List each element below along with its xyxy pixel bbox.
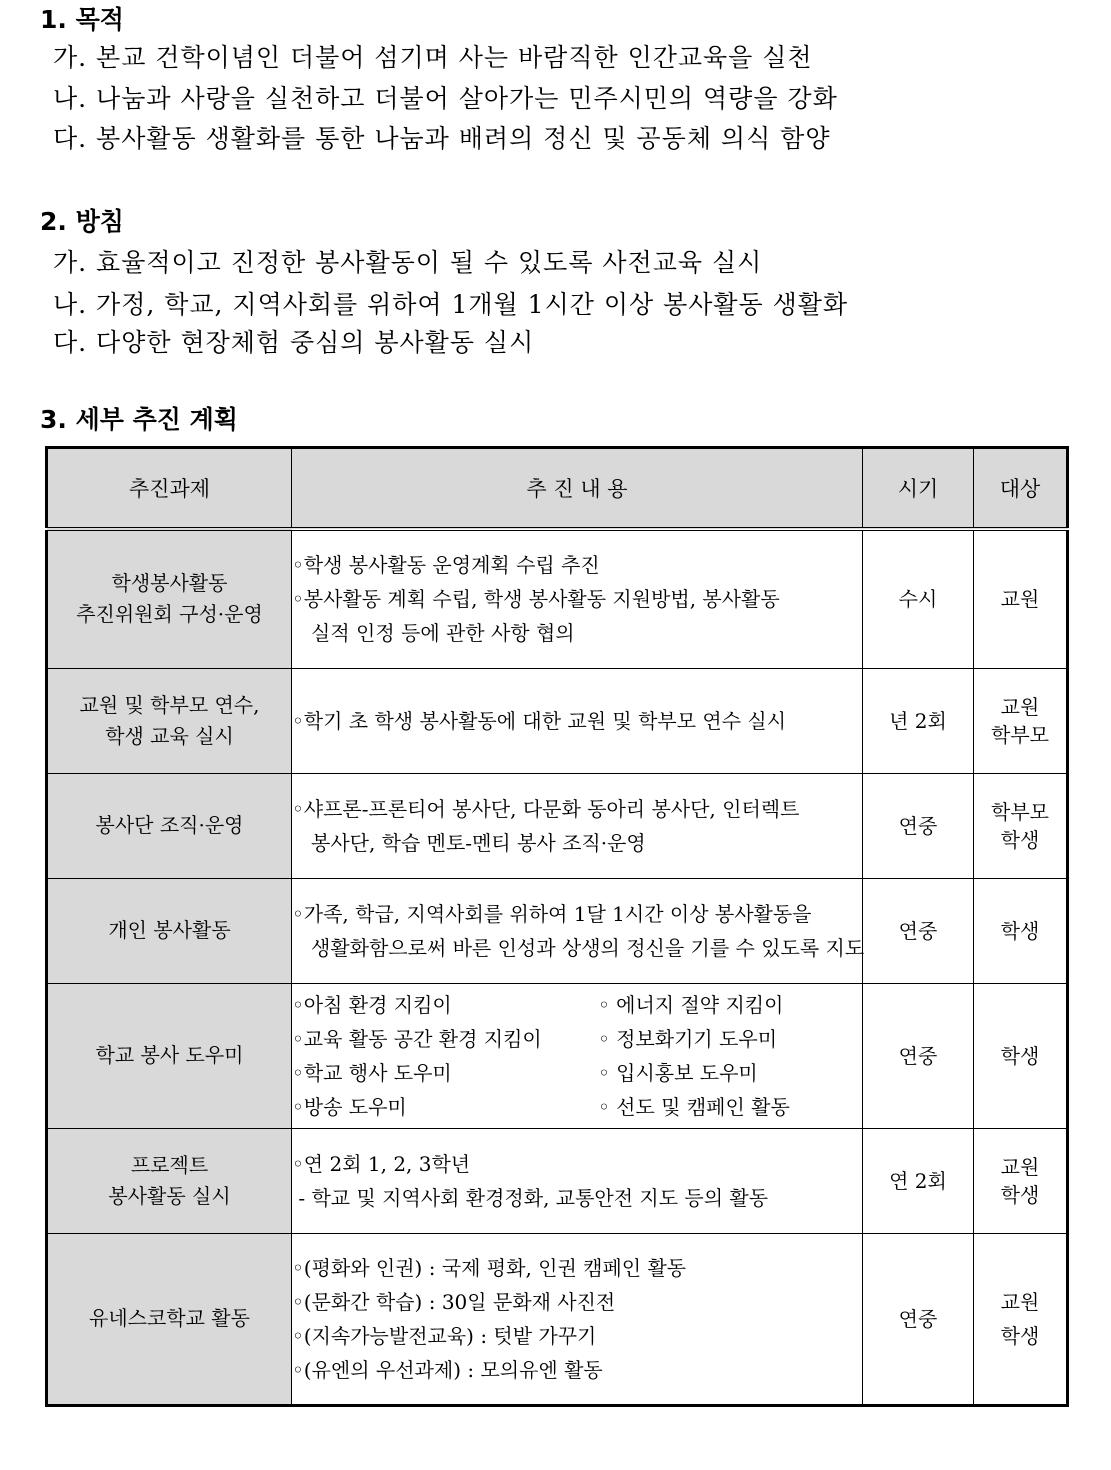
purpose-item-da: 다. 봉사활동 생활화를 통한 나눔과 배려의 정신 및 공동체 의식 함양 bbox=[53, 124, 831, 153]
section-title-policy: 2. 방침 bbox=[40, 207, 124, 236]
target-text: 교원 bbox=[1000, 1289, 1040, 1314]
content-text: ◦방송 도우미 bbox=[292, 1094, 407, 1119]
header-content: 추 진 내 용 bbox=[292, 448, 863, 530]
target-text: 학생 bbox=[1000, 1323, 1040, 1348]
section-title-purpose: 1. 목적 bbox=[40, 5, 124, 34]
timing-cell: 연 2회 bbox=[863, 1128, 974, 1233]
content-text: ◦봉사활동 계획 수립, 학생 봉사활동 지원방법, 봉사활동 bbox=[292, 587, 780, 612]
timing-cell: 연중 bbox=[863, 878, 974, 983]
content-text: ◦(유엔의 우선과제) : 모의유엔 활동 bbox=[292, 1357, 603, 1382]
content-text: ◦(지속가능발전교육) : 텃밭 가꾸기 bbox=[292, 1323, 597, 1348]
content-text: ◦(평화와 인권) : 국제 평화, 인권 캠페인 활동 bbox=[292, 1255, 687, 1280]
content-text: ◦샤프론-프론티어 봉사단, 다문화 동아리 봉사단, 인터렉트 bbox=[292, 796, 800, 821]
task-text: 추진위원회 구성·운영 bbox=[76, 602, 263, 627]
content-cell bbox=[292, 983, 863, 1128]
content-cell bbox=[292, 878, 863, 983]
header-timing: 시기 bbox=[863, 448, 974, 530]
content-text: ◦ 입시홍보 도우미 bbox=[598, 1060, 758, 1085]
table-row bbox=[47, 1128, 1068, 1233]
target-cell bbox=[974, 1128, 1068, 1233]
task-cell bbox=[47, 773, 292, 878]
table-row bbox=[47, 668, 1068, 773]
content-text: 생활화함으로써 바른 인성과 상생의 정신을 기를 수 있도록 지도 bbox=[311, 935, 865, 960]
table-row bbox=[47, 529, 1068, 668]
target-text: 학생 bbox=[1000, 918, 1040, 943]
policy-item-na: 나. 가정, 학교, 지역사회를 위하여 1개월 1시간 이상 봉사활동 생활화 bbox=[53, 290, 849, 319]
policy-item-ga: 가. 효율적이고 진정한 봉사활동이 될 수 있도록 사전교육 실시 bbox=[53, 248, 763, 277]
target-cell bbox=[974, 1233, 1068, 1405]
content-text: ◦교육 활동 공간 환경 지킴이 bbox=[292, 1026, 542, 1051]
task-cell bbox=[47, 668, 292, 773]
content-text: ◦학교 행사 도우미 bbox=[292, 1060, 452, 1085]
content-cell bbox=[292, 773, 863, 878]
timing-cell: 년 2회 bbox=[863, 668, 974, 773]
content-cell bbox=[292, 1128, 863, 1233]
content-text: 봉사단, 학습 멘토-멘티 봉사 조직·운영 bbox=[311, 830, 646, 855]
target-cell bbox=[974, 878, 1068, 983]
table-row bbox=[47, 773, 1068, 878]
purpose-item-ga: 가. 본교 건학이념인 더불어 섬기며 사는 바람직한 인간교육을 실천 bbox=[53, 43, 813, 72]
helper-list bbox=[292, 988, 862, 1124]
target-text: 학부모 bbox=[991, 799, 1049, 824]
target-text: 학생 bbox=[1000, 1043, 1040, 1068]
task-text: 개인 봉사활동 bbox=[108, 918, 231, 942]
task-cell bbox=[47, 1233, 292, 1405]
timing-cell: 연중 bbox=[863, 773, 974, 878]
content-text: ◦ 선도 및 캠페인 활동 bbox=[598, 1094, 790, 1119]
purpose-item-na: 나. 나눔과 사랑을 실천하고 더불어 살아가는 민주시민의 역량을 강화 bbox=[53, 84, 838, 113]
target-text: 학부모 bbox=[991, 722, 1049, 747]
content-text: ◦ 정보화기기 도우미 bbox=[598, 1026, 778, 1051]
content-text: ◦가족, 학급, 지역사회를 위하여 1달 1시간 이상 봉사활동을 bbox=[292, 901, 812, 926]
section-title-detailed-plan: 3. 세부 추진 계획 bbox=[40, 405, 238, 434]
content-text: ◦(문화간 학습) : 30일 문화재 사진전 bbox=[292, 1289, 616, 1314]
content-text: 실적 인정 등에 관한 사항 협의 bbox=[311, 621, 575, 646]
task-text: 학생 교육 실시 bbox=[105, 723, 234, 748]
content-cell bbox=[292, 529, 863, 668]
target-cell bbox=[974, 983, 1068, 1128]
content-text: ◦아침 환경 지킴이 bbox=[292, 992, 452, 1017]
timing-cell: 연중 bbox=[863, 983, 974, 1128]
task-cell bbox=[47, 1128, 292, 1233]
task-text: 학생봉사활동 bbox=[111, 571, 228, 596]
target-text: 교원 bbox=[1000, 1154, 1040, 1179]
task-text: 프로젝트 bbox=[130, 1152, 209, 1177]
table-row bbox=[47, 983, 1068, 1128]
target-cell bbox=[974, 773, 1068, 878]
content-text: ◦학기 초 학생 봉사활동에 대한 교원 및 학부모 연수 실시 bbox=[292, 708, 787, 733]
target-cell bbox=[974, 529, 1068, 668]
target-cell bbox=[974, 668, 1068, 773]
table-row bbox=[47, 878, 1068, 983]
content-text: ◦학생 봉사활동 운영계획 수립 추진 bbox=[292, 553, 600, 578]
header-task: 추진과제 bbox=[47, 448, 292, 530]
target-text: 교원 bbox=[1000, 587, 1040, 612]
target-text: 학생 bbox=[1000, 827, 1040, 852]
table-row bbox=[47, 1233, 1068, 1405]
content-cell bbox=[292, 668, 863, 773]
task-text: 봉사활동 실시 bbox=[108, 1183, 231, 1208]
policy-item-da: 다. 다양한 현장체험 중심의 봉사활동 실시 bbox=[53, 328, 535, 357]
task-text: 교원 및 학부모 연수, bbox=[79, 692, 260, 717]
table-header-row bbox=[47, 448, 1068, 530]
timing-cell: 연중 bbox=[863, 1233, 974, 1405]
content-cell bbox=[292, 1233, 863, 1405]
plan-table bbox=[45, 446, 1069, 1407]
task-text: 유네스코학교 활동 bbox=[89, 1306, 250, 1330]
timing-cell: 수시 bbox=[863, 529, 974, 668]
task-text: 봉사단 조직·운영 bbox=[95, 813, 244, 837]
task-text: 학교 봉사 도우미 bbox=[95, 1043, 244, 1067]
content-text: ◦연 2회 1, 2, 3학년 bbox=[292, 1151, 471, 1176]
task-cell bbox=[47, 529, 292, 668]
header-target: 대상 bbox=[974, 448, 1068, 530]
task-cell bbox=[47, 983, 292, 1128]
content-text: - 학교 및 지역사회 환경정화, 교통안전 지도 등의 활동 bbox=[292, 1185, 769, 1210]
target-text: 교원 bbox=[1000, 694, 1040, 719]
task-cell bbox=[47, 878, 292, 983]
content-text: ◦ 에너지 절약 지킴이 bbox=[598, 992, 784, 1017]
target-text: 학생 bbox=[1000, 1182, 1040, 1207]
